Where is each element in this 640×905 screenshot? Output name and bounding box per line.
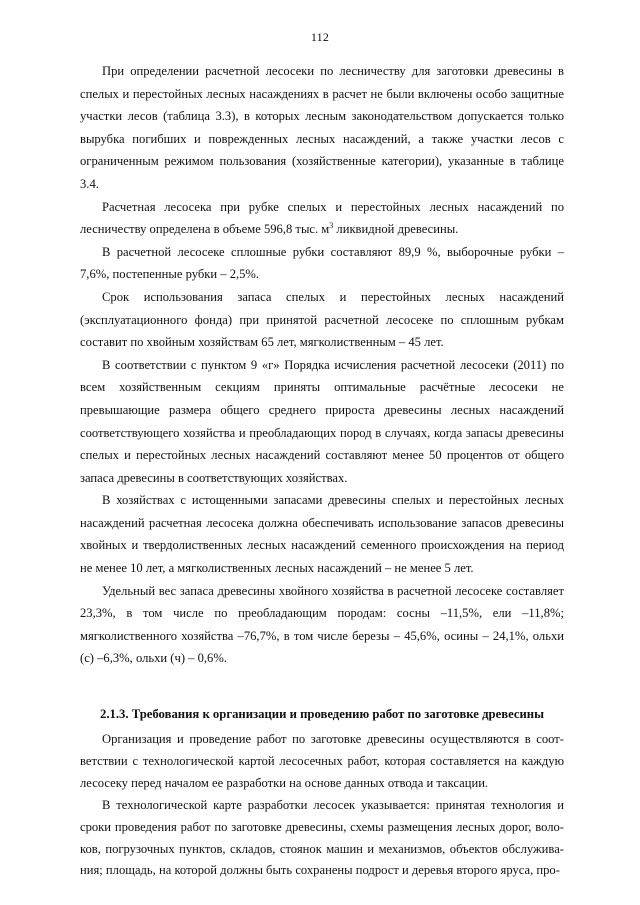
allowable-cut-text: Расчетная лесосека при рубке спелых и перестойных лесных насаждений по лесничеству определена в объеме 596,8 тыс. м	[80, 199, 564, 237]
paragraph-map-contents: В технологической карте разработки лесосек указывается: принятая технология и сроки проведения работ по заготовке древесины, схемы размещения лесных дорог, волоков, погрузочных пунктов, складов, стоянок машин и механизмов, объектов обслуживания; площадь, на которой должны быть сохранены подрост и деревья второго яруса, про-	[80, 797, 564, 878]
paragraph-allowable-cut-volume	[80, 196, 564, 241]
allowable-cut-text-end: ликвидной древесины.	[333, 222, 459, 237]
body-text	[80, 60, 564, 882]
page-number: 112	[310, 30, 330, 44]
paragraph-stock-usage-term: Срок использования запаса спелых и перестойных лесных насаждений (эксплуатационного фонда) при принятой расчетной лесосеке по сплошным рубкам составит по хвойным хозяйствам 65 лет, мягколиственным – 45 лет.	[80, 289, 564, 350]
paragraph-regulation-reference: В соответствии с пунктом 9 «г» Порядка исчисления расчетной лесосеки (2011) по всем хозяйственным секциям приняты оптимальные расчётные лесосеки не превышающие размера общего среднего прироста древесины лесных насаждений соответствующего хозяйства и преобладающих пород в случаях, когда запасы древесины спелых и перестойных лесных насаждений составляют менее 50 процентов от общего запаса древесины в соответствующих хозяйствах.	[80, 357, 564, 485]
cubic-superscript: 3	[329, 220, 334, 230]
section-heading: 2.1.3. Требования к организации и проведению работ по заготовке древесины	[100, 707, 545, 722]
paragraph-excluded-areas: При определении расчетной лесосеки по лесничеству для заготовки древесины в спелых и перестойных лесных насаждениях в расчет не были включены особо защитные участки лесов (таблица 3.3), в которых лесным законодательством допускается только вырубка погибших и поврежденных лесных насаждений, а также участки лесов с ограниченным режимом пользования (хозяйственные категории), указанные в таблице 3.4.	[80, 64, 564, 191]
paragraph-cutting-shares: В расчетной лесосеке сплошные рубки составляют 89,9 %, выборочные рубки – 7,6%, постепенные рубки – 2,5%.	[80, 244, 564, 282]
paragraph-depleted-stocks: В хозяйствах с истощенными запасами древесины спелых и перестойных лесных насаждений расчетная лесосека должна обеспечивать использование запасов древесины хвойных и твердолиственных лесных насаждений семенного происхождения на период не менее 10 лет, а мягколиственных лесных насаждений – не менее 5 лет.	[80, 493, 564, 576]
paragraph-technological-map: Организация и проведение работ по заготовке древесины осуществляются в соответствии с технологической картой лесосечных работ, которая составляется на каждую лесосеку перед началом ее разработки на основе данных отвода и таксации.	[80, 732, 564, 790]
paragraph-species-shares: Удельный вес запаса древесины хвойного хозяйства в расчетной лесосеке составляет 23,3%, в том числе по преобладающим породам: сосны –11,5%, ели –11,8%; мягколиственного хозяйства –76,7%, в том числе березы – 45,6%, осины – 24,1%, ольхи (с) –6,3%, ольхи (ч) – 0,6%.	[80, 583, 564, 666]
